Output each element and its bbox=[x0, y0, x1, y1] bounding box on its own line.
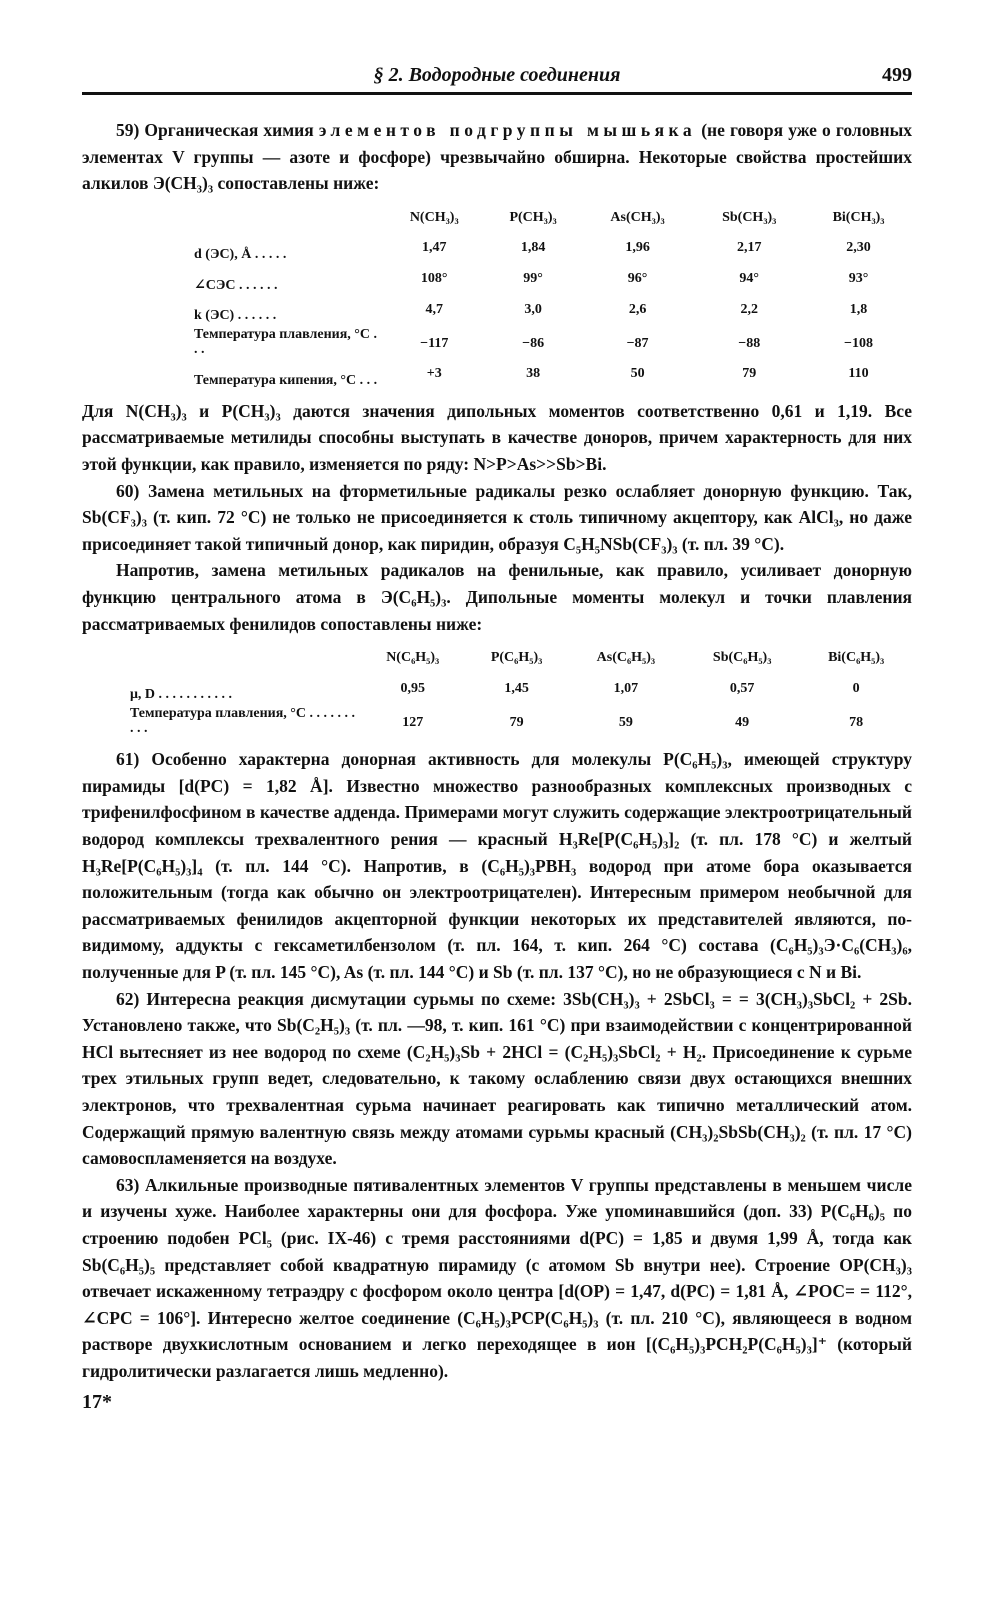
table-cell: 50 bbox=[630, 366, 645, 382]
table-cell: 2,30 bbox=[846, 240, 871, 256]
table-cell: 2,6 bbox=[628, 301, 647, 317]
column-header: P(C₆H₅)₃ bbox=[490, 650, 543, 666]
row-label: d (ЭC), Å . . . . . bbox=[194, 246, 287, 262]
table-cell: 78 bbox=[849, 714, 864, 730]
column-header: Sb(CH₃)₃ bbox=[722, 209, 777, 225]
paragraph-59: 59) Органическая химия элементов подгруппы мышьяка (не говоря уже о головных элементах V группы — азоте и фосфоре) чрезвычайно обширна. Некоторые свойства простейших алкилов Э(CH₃)₃ сопоставлены ниже: bbox=[82, 120, 913, 194]
column-header: P(CH₃)₃ bbox=[509, 209, 557, 225]
table-row bbox=[82, 233, 912, 264]
table-header-row bbox=[82, 643, 912, 674]
table-cell: 49 bbox=[735, 714, 750, 730]
table-cell: +3 bbox=[426, 366, 442, 382]
table-cell: 79 bbox=[742, 366, 757, 382]
table-cell: 2,17 bbox=[736, 240, 762, 256]
table-cell: 108° bbox=[420, 270, 448, 286]
table-cell: 94° bbox=[739, 270, 760, 286]
table-cell: 0 bbox=[852, 680, 860, 696]
column-header: N(C₆H₅)₃ bbox=[386, 650, 440, 666]
table-cell: 93° bbox=[848, 270, 869, 286]
signature-mark: 17* bbox=[82, 1390, 112, 1413]
table-cell: 4,7 bbox=[425, 301, 443, 317]
alkyls-table bbox=[82, 203, 912, 390]
table-cell: 0,57 bbox=[729, 680, 755, 696]
page-number: 499 bbox=[882, 64, 912, 86]
running-header bbox=[82, 62, 912, 95]
table-row bbox=[82, 359, 912, 390]
table-cell: 1,07 bbox=[613, 680, 639, 696]
running-title: § 2. Водородные соединения bbox=[373, 64, 621, 86]
table-row bbox=[82, 325, 912, 359]
row-label: ∠CЭC . . . . . . bbox=[194, 277, 278, 293]
table-cell: 1,84 bbox=[520, 240, 546, 256]
column-header: Bi(CH₃)₃ bbox=[832, 209, 885, 225]
table-cell: 110 bbox=[848, 366, 869, 382]
column-header: As(CH₃)₃ bbox=[610, 209, 665, 225]
table-cell: 1,96 bbox=[625, 240, 650, 256]
table-row bbox=[82, 295, 912, 326]
phenylides-table bbox=[82, 643, 912, 738]
table-cell: 59 bbox=[618, 714, 633, 730]
column-header: N(CH₃)₃ bbox=[409, 209, 459, 225]
table-cell: −86 bbox=[522, 335, 545, 351]
column-header: As(C₆H₅)₃ bbox=[596, 650, 656, 666]
table-cell: 127 bbox=[402, 714, 424, 730]
table-cell: −108 bbox=[844, 335, 874, 351]
table-cell: 79 bbox=[509, 714, 524, 730]
paragraph-61: 61) Особенно характерна донорная активность для молекулы P(C₆H₅)₃, имеющей структуру пирамиды [d(PC) = 1,82 Å]. Известно множество разнообразных комплексных производных с трифенилфосфином в качестве адденда. Примерами могут служить содержащие электроотрицательный водород комплексы трехвалентного рения — красный H₃Re[P(C₆H₅)₃]₂ (т. пл. 178 °C) и желтый H₃Re[P(C₆H₅)₃]₄ (т. пл. 144 °C). Напротив, в (C₆H₅)₃PBH₃ водород при атоме бора оказывается положительным (тогда как обычно он электроотрицателен). Интересным примером необычной для рассматриваемых фенилидов акцепторной функции некоторых их представителей являются, по-видимому, аддукты с гексаметилбензолом (т. пл. 164, т. кип. 264 °C) состава (C₆H₅)₃Э·C₆(CH₃)₆, полученные для P (т. пл. 145 °C), As (т. пл. 144 °C) и Sb (т. пл. 137 °C), но не образующиеся с N и Bi. bbox=[82, 749, 912, 983]
column-header: Sb(C₆H₅)₃ bbox=[712, 650, 772, 666]
paragraph-62: 62) Интересна реакция дисмутации сурьмы по схеме: 3Sb(CH₃)₃ + 2SbCl₃ = = 3(CH₃)₃SbCl₂ + 2Sb. Установлено также, что Sb(C₂H₅)₃ (т. пл. —98, т. кип. 161 °C) при взаимодействии с концентрированной HCl вытесняет из нее водород по схеме (C₂H₅)₃Sb + 2HCl = (C₂H₅)₃SbCl₂ + H₂. Присоединение к сурьме трех этильных групп ведет, следовательно, к такому ослаблению связи двух остающихся внешних электронов, что трехвалентная сурьма начинает реагировать как типично металлический атом. Содержащий прямую валентную связь между атомами сурьмы красный (CH₃)₂SbSb(CH₃)₂ (т. пл. 17 °C) самовоспламеняется на воздухе. bbox=[82, 988, 912, 1169]
table-cell: 38 bbox=[526, 366, 541, 382]
page bbox=[82, 62, 912, 1415]
paragraph-63: 63) Алкильные производные пятивалентных элементов V группы представлены в меньшем числе и изучены хуже. Наиболее характерны они для фосфора. Уже упоминавшийся (доп. 33) P(C₆H₆)₅ по строению подобен PCl₅ (рис. IX-46) с тремя расстояниями d(PC) = 1,85 и двумя 1,99 Å, тогда как Sb(C₆H₅)₅ представляет собой квадратную пирамиду (с атомом Sb внутри нее). Строение OP(CH₃)₃ отвечает искаженному тетраэдру с фосфором около центра [d(OP) = 1,47, d(PC) = 1,81 Å, ∠POC= = 112°, ∠CPC = 106°]. Интересно желтое соединение (C₆H₅)₃PCP(C₆H₅)₃ (т. пл. 210 °C), являющееся в водном растворе двухкислотным основанием и легко переходящее в ион [(C₆H₅)₃PCH₂P(C₆H₅)₃]⁺ (который гидролитически разлагается лишь медленно). bbox=[82, 1174, 912, 1381]
table-cell: 1,8 bbox=[849, 301, 868, 317]
table-row bbox=[82, 264, 912, 295]
row-label: Температура плавления, °C . . . . . . . . . . bbox=[130, 706, 356, 737]
table-cell: 96° bbox=[627, 270, 648, 286]
table-cell: 0,95 bbox=[400, 680, 425, 696]
note-number: 59) bbox=[116, 120, 140, 140]
table-cell: −117 bbox=[420, 335, 449, 351]
paragraph-60: 60) Замена метильных на фторметильные радикалы резко ослабляет донорную функцию. Так, Sb(CF₃)₃ (т. кип. 72 °C) не только не присоединяется к столь типичному акцептору, как AlCl₃, но даже присоединяет такой типичный донор, как пиридин, образуя C₅H₅NSb(CF₃)₃ (т. пл. 39 °C). bbox=[82, 480, 912, 554]
page-body bbox=[82, 117, 912, 1415]
table-cell: 99° bbox=[523, 270, 543, 286]
table-row bbox=[82, 704, 912, 738]
paragraph-59-continued: Для N(CH₃)₃ и P(CH₃)₃ даются значения дипольных моментов соответственно 0,61 и 1,19. Все рассматриваемые метилиды способны выступать в качестве доноров, причем характерность для них этой функции, как правило, изменяется по ряду: N>P>As>>Sb>Bi. bbox=[82, 400, 912, 474]
table-cell: −88 bbox=[738, 335, 761, 351]
table-header-row bbox=[82, 203, 912, 234]
row-label: Температура плавления, °C . . . bbox=[194, 327, 378, 358]
table-cell: −87 bbox=[626, 335, 649, 351]
row-label: Температура кипения, °C . . . bbox=[194, 372, 378, 388]
column-header: Bi(C₆H₅)₃ bbox=[828, 650, 885, 666]
table-row bbox=[82, 674, 912, 705]
row-label: μ, D . . . . . . . . . . . bbox=[130, 687, 233, 703]
row-label: k (ЭC) . . . . . . bbox=[194, 308, 277, 324]
table-cell: 1,47 bbox=[421, 240, 447, 256]
table-cell: 2,2 bbox=[740, 301, 758, 317]
spaced-emphasis: элементов подгруппы мышьяка bbox=[318, 120, 697, 140]
table-cell: 3,0 bbox=[524, 301, 542, 317]
paragraph-60-continued: Напротив, замена метильных радикалов на фенильные, как правило, усиливает донорную функцию центрального атома в Э(C₆H₅)₃. Дипольные моменты молекул и точки плавления рассматриваемых фенилидов сопоставлены ниже: bbox=[82, 560, 912, 634]
table-cell: 1,45 bbox=[504, 680, 529, 696]
